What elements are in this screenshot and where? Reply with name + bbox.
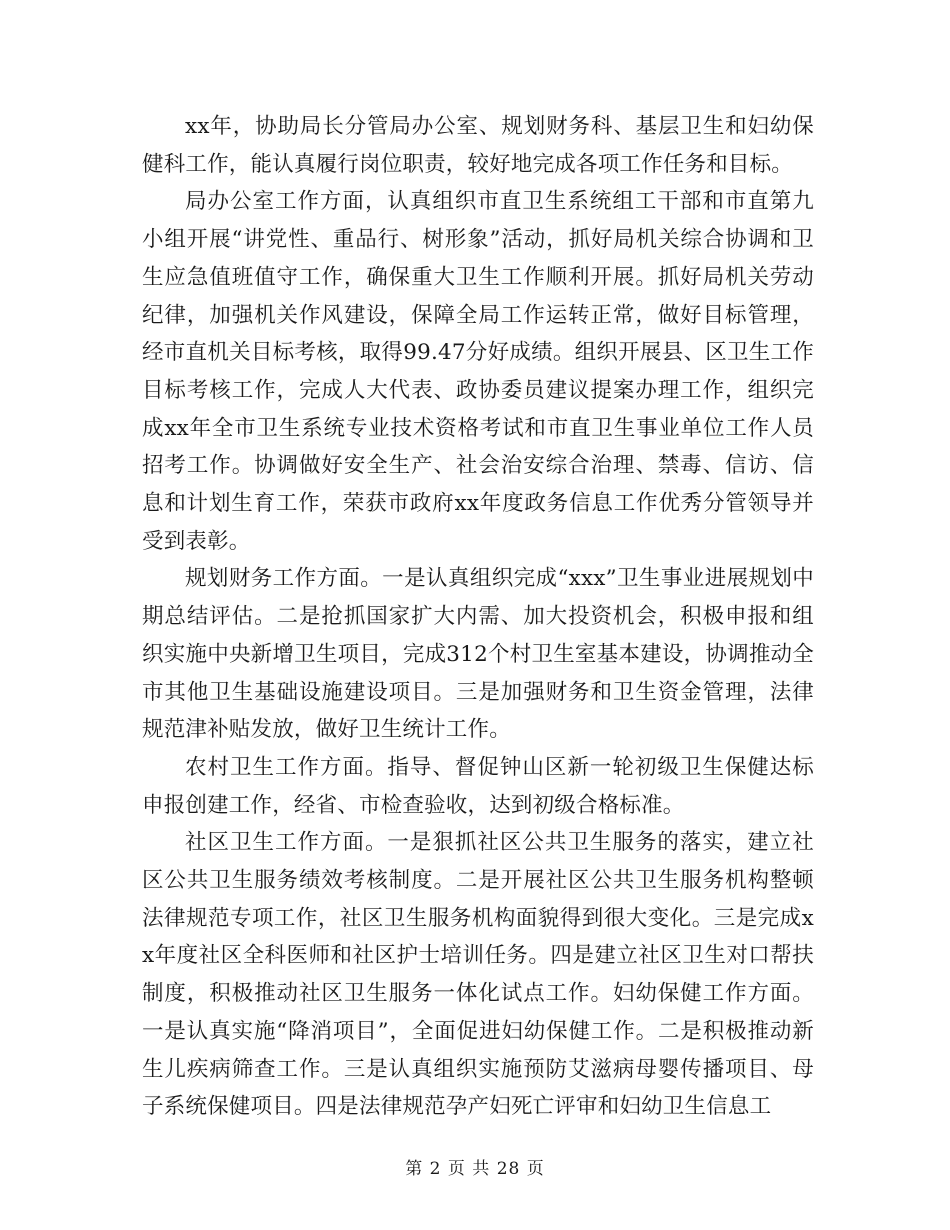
paragraph-2: 局办公室工作方面，认真组织市直卫生系统组工干部和市直第九小组开展“讲党性、重品行、树形象”活动，抓好局机关综合协调和卫生应急值班值守工作，确保重大卫生工作顺利开展。抓好局机关劳动纪律，加强机关作风建设，保障全局工作运转正常，做好目标管理，经市直机关目标考核，取得99.47分好成绩。组织开展县、区卫生工作目标考核工作，完成人大代表、政协委员建议提案办理工作，组织完成xx年全市卫生系统专业技术资格考试和市直卫生事业单位工作人员招考工作。协调做好安全生产、社会治安综合治理、禁毒、信访、信息和计划生育工作，荣获市政府xx年度政务信息工作优秀分管领导并受到表彰。 xyxy=(142,189,814,554)
total-pages-number: 28 xyxy=(496,1159,521,1179)
paragraph-5: 社区卫生工作方面。一是狠抓社区公共卫生服务的落实，建立社区公共卫生服务绩效考核制度。二是开展社区公共卫生服务机构整顿法律规范专项工作，社区卫生服务机构面貌得到很大变化。三是完成xx年度社区全科医师和社区护士培训任务。四是建立社区卫生对口帮扶制度，积极推动社区卫生服务一体化试点工作。妇幼保健工作方面。一是认真实施“降消项目”，全面促进妇幼保健工作。二是积极推动新生儿疾病筛查工作。三是认真组织实施预防艾滋病母婴传播项目、母子系统保健项目。四是法律规范孕产妇死亡评审和妇幼卫生信息工 xyxy=(142,830,814,1120)
document-body xyxy=(142,108,814,1126)
page-footer xyxy=(0,1154,950,1179)
current-page-number: 2 xyxy=(429,1159,442,1179)
paragraph-3: 规划财务工作方面。一是认真组织完成“xxx”卫生事业进展规划中期总结评估。二是抢抓国家扩大内需、加大投资机会，积极申报和组织实施中央新增卫生项目，完成312个村卫生室基本建设，协调推动全市其他卫生基础设施建设项目。三是加强财务和卫生资金管理，法律规范津补贴发放，做好卫生统计工作。 xyxy=(142,566,814,743)
footer-suffix: 页 xyxy=(526,1159,545,1179)
footer-prefix: 第 xyxy=(405,1159,424,1179)
paragraph-1: xx年，协助局长分管局办公室、规划财务科、基层卫生和妇幼保健科工作，能认真履行岗位职责，较好地完成各项工作任务和目标。 xyxy=(142,114,814,177)
paragraph-4: 农村卫生工作方面。指导、督促钟山区新一轮初级卫生保健达标申报创建工作，经省、市检查验收，达到初级合格标准。 xyxy=(142,754,814,818)
footer-middle: 页 共 xyxy=(447,1159,491,1179)
